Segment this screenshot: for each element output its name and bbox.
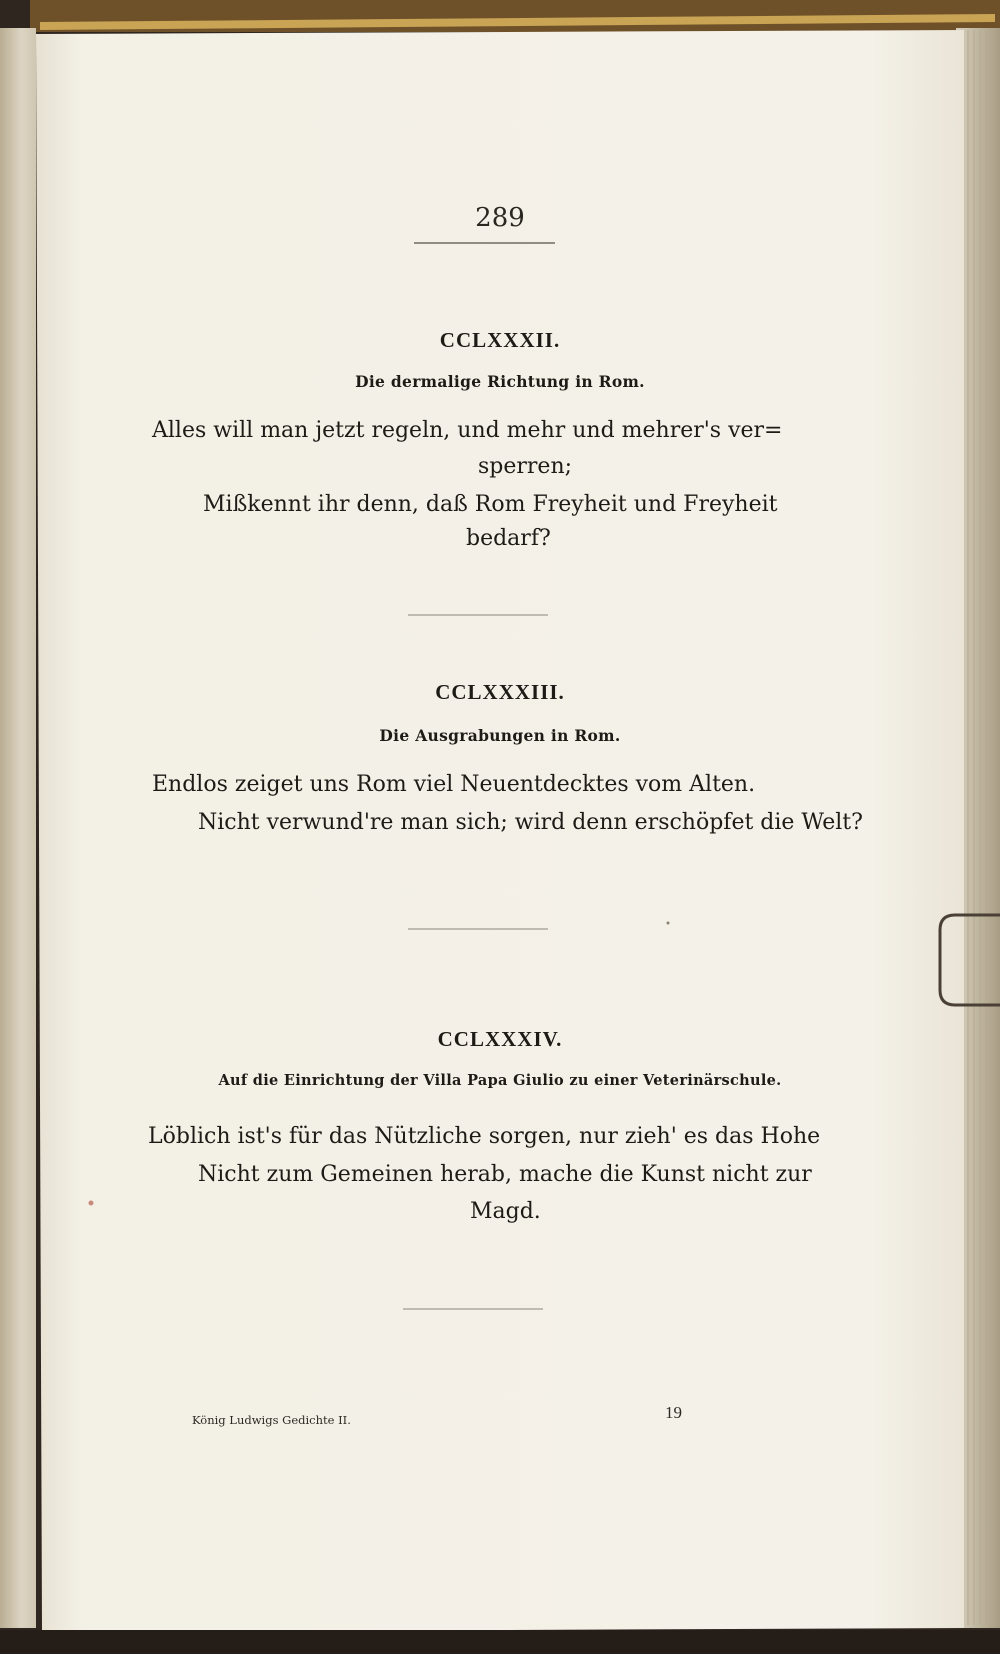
- verse-line: Magd.: [470, 1199, 541, 1224]
- left-page-edge: [0, 28, 36, 1628]
- poem-title: Die dermalige Richtung in Rom.: [355, 372, 645, 391]
- verse-line: Mißkennt ihr denn, daß Rom Freyheit und Freyheit: [203, 492, 778, 517]
- poem-title: Auf die Einrichtung der Villa Papa Giulio zu einer Veterinärschule.: [218, 1072, 782, 1089]
- page-number: 289: [475, 203, 525, 233]
- verse-line: sperren;: [478, 454, 573, 479]
- verse-line: Nicht zum Gemeinen herab, mache die Kunst nicht zur: [198, 1162, 812, 1187]
- verse-line: Nicht verwund're man sich; wird denn erschöpfet die Welt?: [198, 810, 863, 835]
- verse-line: bedarf?: [466, 526, 551, 551]
- poem-number: CCLXXXII.: [439, 328, 561, 352]
- footer-signature-number: 19: [665, 1403, 682, 1422]
- poem-title: Die Ausgrabungen in Rom.: [379, 726, 621, 745]
- verse-line: Endlos zeiget uns Rom viel Neuentdecktes vom Alten.: [152, 772, 756, 797]
- footer-book-title: König Ludwigs Gedichte II.: [192, 1413, 351, 1427]
- poem-number: CCLXXXIII.: [435, 680, 565, 704]
- verse-line: Löblich ist's für das Nützliche sorgen, nur zieh' es das Hohe: [148, 1124, 821, 1149]
- poem-number: CCLXXXIV.: [437, 1027, 563, 1051]
- verse-line: Alles will man jetzt regeln, und mehr und mehrer's ver=: [152, 418, 783, 443]
